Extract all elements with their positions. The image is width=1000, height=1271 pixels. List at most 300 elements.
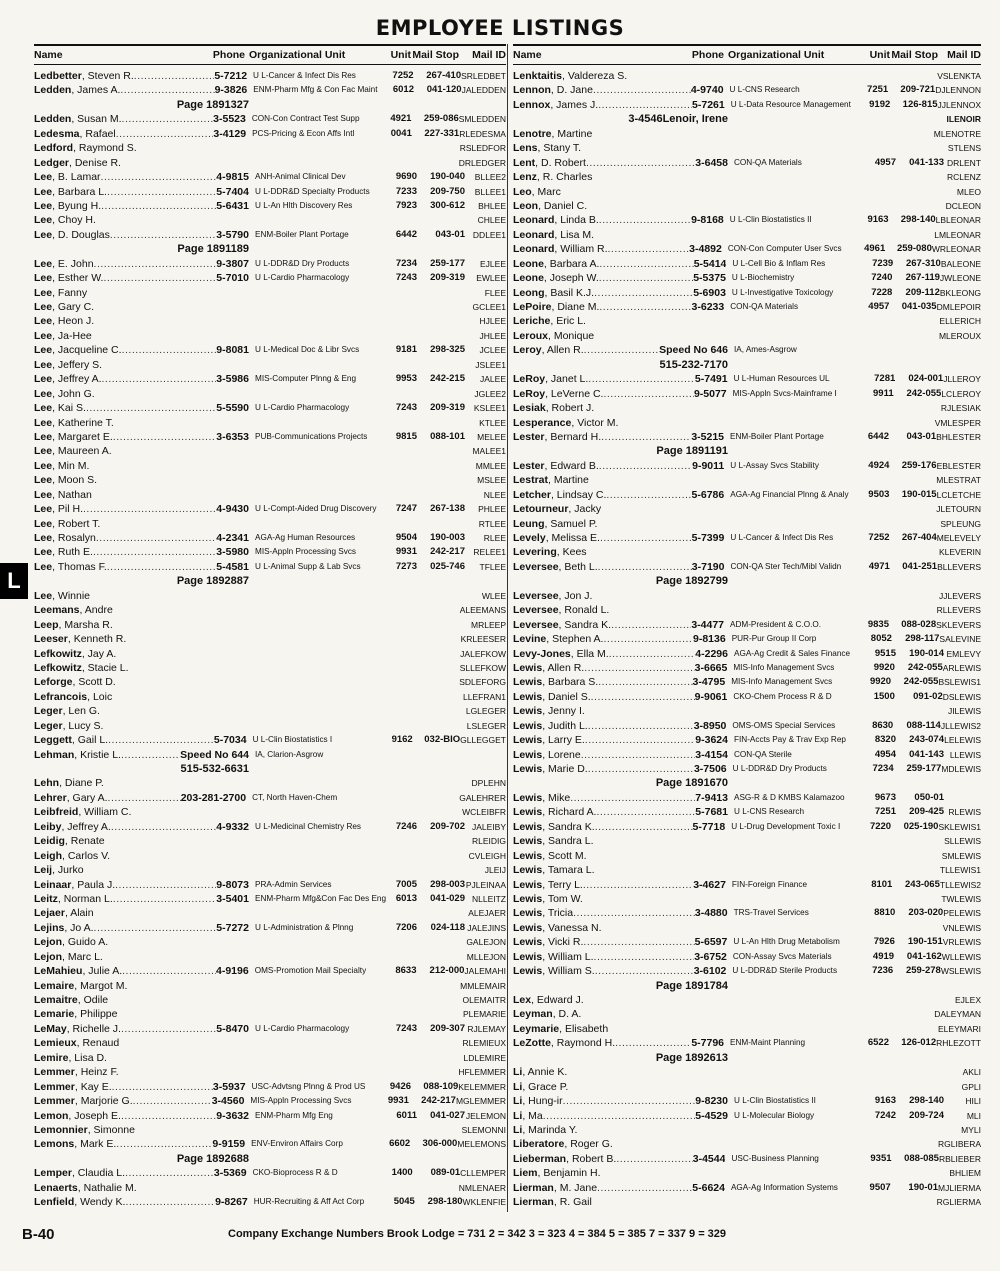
first-name: , Gary C. <box>52 301 95 313</box>
org-unit: IA, Ames-Asgrow <box>734 345 797 355</box>
name-cell <box>513 950 727 964</box>
last-name: Lejaer <box>34 907 65 920</box>
mail-id: JLETOURN <box>936 504 981 515</box>
leader-dots <box>110 228 216 242</box>
last-name: Lejon <box>34 936 62 949</box>
mail-stop: 209-750 <box>430 185 465 197</box>
mail-id: JWLEONE <box>939 273 981 284</box>
mail-stop <box>412 661 459 675</box>
last-name: Lemaire <box>34 979 75 992</box>
phone: 9-9011 <box>692 459 725 472</box>
mail-stop <box>417 748 465 762</box>
unit-number <box>387 704 417 718</box>
listing-row <box>34 444 506 458</box>
mail-id: SKLEWIS1 <box>938 821 981 832</box>
listing-row <box>513 329 981 343</box>
mail-stop <box>413 632 461 646</box>
mail-stop <box>417 358 465 372</box>
first-name: , D. A. <box>552 1008 582 1021</box>
first-name: , Ja-Hee <box>52 329 92 342</box>
last-name: Li <box>513 1095 523 1108</box>
first-name: , Jacqueline C. <box>52 344 122 357</box>
name-cell <box>513 805 728 819</box>
mail-id: JELEMON <box>465 1110 506 1121</box>
last-name: Lewis <box>513 705 543 718</box>
name-cell <box>34 603 246 617</box>
org-unit: U L-DDR&D Dry Products <box>732 764 827 773</box>
unit-number <box>866 185 896 199</box>
org-unit: U L-Administration & Plnng <box>255 922 354 932</box>
mail-id: DALEYMAN <box>934 1009 981 1020</box>
mail-id: MMLEE <box>475 460 506 471</box>
last-name: Leung <box>513 517 545 530</box>
name-cell <box>513 1065 728 1079</box>
first-name: , Richard A. <box>542 806 597 819</box>
leader-dots <box>608 242 690 256</box>
leader-dots <box>108 791 181 805</box>
listing-row <box>513 647 981 661</box>
last-name: Lenfield <box>34 1196 75 1209</box>
mail-id: OLEMAITR <box>462 995 506 1005</box>
listing-row <box>513 675 981 689</box>
org-unit: U L-Clin Biostatistics II <box>729 215 812 225</box>
listing-row <box>34 993 506 1007</box>
listing-row <box>34 719 506 733</box>
mail-stop: 190-015 <box>901 488 937 500</box>
org-unit: U L-Medical Doc & Libr Svcs <box>255 345 360 355</box>
org-unit <box>249 387 387 401</box>
mail-stop <box>891 1137 938 1151</box>
name-cell <box>34 863 249 877</box>
mail-stop <box>417 387 465 401</box>
first-name: , Barbara L. <box>52 185 107 198</box>
last-name: Lewis <box>513 849 543 862</box>
phone: 4-9196 <box>216 965 249 978</box>
last-name: Lewis <box>513 864 543 877</box>
first-name: , Jacky <box>568 503 602 516</box>
org-unit <box>249 300 387 314</box>
name-cell <box>513 1080 728 1094</box>
first-name: , Odile <box>77 994 109 1006</box>
phone: 9-9159 <box>212 1138 246 1151</box>
mail-id: BLLEE2 <box>474 172 506 183</box>
leader-dots <box>122 964 216 978</box>
name-cell <box>513 820 725 834</box>
mail-stop: 041-029 <box>430 892 465 904</box>
listing-row <box>34 1137 506 1151</box>
org-unit: AGA-Ag Human Resources <box>255 533 356 542</box>
mail-stop: 025-190 <box>903 820 939 832</box>
mail-stop <box>887 228 934 242</box>
unit-number: 7251 <box>874 806 896 818</box>
mail-id: TLLEWIS2 <box>939 879 981 890</box>
last-name: Lee <box>34 459 53 472</box>
org-unit: U L-Biochemistry <box>731 273 795 283</box>
name-cell <box>34 661 246 675</box>
leader-dots <box>570 791 695 805</box>
last-name: Lemper <box>34 1167 72 1180</box>
mail-id: KTLEE <box>479 417 506 428</box>
mail-stop: 267-310 <box>905 257 941 269</box>
listing-row <box>34 805 506 819</box>
phone: 4-9332 <box>216 820 249 833</box>
mail-stop <box>417 517 465 531</box>
last-name: Lenz <box>513 171 537 184</box>
mail-id: PJLEINAA <box>465 879 506 890</box>
mail-stop: 267-410 <box>426 70 462 81</box>
listing-row <box>34 849 506 863</box>
first-name: , Marsha R. <box>58 618 113 631</box>
last-name: Lemmer <box>34 1066 75 1079</box>
last-name: Lee <box>34 589 53 602</box>
listing-row <box>34 690 506 704</box>
unit-number <box>864 892 894 906</box>
first-name: , Tom W. <box>542 892 583 905</box>
phone: 3-4560 <box>211 1095 245 1108</box>
name-cell <box>34 733 247 747</box>
listing-row <box>34 488 506 502</box>
unit-number: 7242 <box>874 1109 896 1121</box>
mail-id: BALEONE <box>940 258 981 269</box>
mail-stop: 259-086 <box>423 113 459 125</box>
last-name: Lemire <box>34 1051 69 1064</box>
org-unit <box>249 444 387 458</box>
listing-row <box>513 343 981 357</box>
listing-row <box>513 719 981 733</box>
name-cell <box>34 1109 249 1123</box>
mail-id: LELEWIS <box>944 735 981 746</box>
last-name: LePoire <box>513 301 552 313</box>
phone: 203-281-2700 <box>180 791 247 804</box>
mail-stop <box>413 647 460 661</box>
org-unit: USC-Business Planning <box>731 1153 819 1163</box>
first-name: , Esther W. <box>52 272 104 285</box>
mail-stop: 259-176 <box>901 459 937 471</box>
listing-row <box>34 791 506 805</box>
mail-id: GLLEGGET <box>460 735 506 746</box>
leader-dots <box>102 372 217 386</box>
listing-row <box>34 185 506 199</box>
listing-row <box>34 733 506 747</box>
mail-id: KRLEESER <box>460 634 506 645</box>
name-cell <box>34 935 249 949</box>
leader-dots <box>588 719 694 733</box>
first-name: , Andre <box>79 604 113 617</box>
first-name: , Fanny <box>52 286 88 299</box>
page-reference: Page 1892613 <box>655 1051 728 1064</box>
phone: 9-8073 <box>216 878 249 891</box>
last-name: Lester <box>513 459 545 472</box>
unit-number: 7005 <box>395 878 417 890</box>
first-name: , Alain <box>64 907 94 920</box>
name-cell <box>34 748 249 762</box>
unit-number: 7273 <box>395 560 417 572</box>
last-name: Letcher <box>513 488 551 501</box>
name-cell <box>34 993 248 1007</box>
listing-row <box>513 228 981 242</box>
mail-id: BHLESTER <box>936 431 981 442</box>
name-cell <box>34 372 249 386</box>
name-cell <box>34 1137 245 1151</box>
unit-number: 9911 <box>873 387 894 399</box>
listing-row <box>34 286 506 300</box>
mail-id: CHLEE <box>477 215 506 226</box>
first-name: , Kees <box>556 546 587 559</box>
last-name: Letourneur <box>513 503 569 516</box>
mail-stop: 227-331 <box>424 127 460 139</box>
leader-dots <box>115 878 216 892</box>
name-cell <box>34 444 249 458</box>
first-name: , Basil K.J. <box>544 286 595 299</box>
mail-stop <box>890 69 937 83</box>
first-name: , B. Lamar <box>52 171 101 184</box>
leader-dots <box>593 83 691 97</box>
org-unit: MIS-Appln Svcs-Mainframe I <box>732 388 837 398</box>
header-phone: Phone <box>691 49 724 61</box>
listing-row <box>34 156 506 170</box>
org-unit: U L-Cardio Pharmacology <box>255 403 350 413</box>
org-unit <box>728 704 866 718</box>
listing-row <box>513 242 981 256</box>
unit-number <box>387 416 417 430</box>
org-unit <box>726 314 863 328</box>
org-unit <box>247 1123 384 1137</box>
unit-number <box>866 1166 896 1180</box>
org-unit <box>246 1181 382 1195</box>
name-cell <box>34 387 249 401</box>
first-name: , Beth L. <box>558 560 598 573</box>
org-unit: U L-Animal Supp & Lab Svcs <box>255 561 361 571</box>
unit-number <box>866 993 896 1007</box>
last-name: Lewis <box>513 748 543 761</box>
mail-stop: 088-114 <box>906 719 941 731</box>
name-cell <box>513 1181 725 1195</box>
name-cell <box>513 647 728 661</box>
unit-number: 9920 <box>873 661 895 673</box>
last-name: Leemans <box>34 604 80 617</box>
org-unit: AGA-Ag Information Systems <box>730 1182 838 1192</box>
listing-row <box>34 517 506 531</box>
last-name: LeRoy <box>513 387 546 400</box>
mail-id: MLI <box>966 1110 981 1121</box>
first-name: , Thomas F. <box>52 560 107 573</box>
org-unit: PUR-Pur Group II Corp <box>731 634 817 644</box>
phone: 3-4477 <box>691 618 725 631</box>
last-name: Leone <box>513 272 544 285</box>
mail-id: SLLEWIS <box>944 836 981 847</box>
org-unit: U L-Data Resource Management <box>730 99 851 109</box>
leader-dots <box>588 372 695 386</box>
mail-stop <box>896 704 944 718</box>
mail-id: SDLEFORG <box>459 677 506 688</box>
last-name: Leibfreid <box>34 806 79 819</box>
org-unit <box>728 1123 866 1137</box>
listing-row <box>34 964 506 978</box>
phone: 5-7399 <box>691 532 725 544</box>
name-cell <box>34 1065 246 1079</box>
leader-dots <box>584 661 694 675</box>
mail-id: RLLEVERS <box>936 605 981 616</box>
last-name: Lemon <box>34 1109 69 1122</box>
listing-row <box>513 690 981 704</box>
org-unit <box>247 647 384 661</box>
last-name: Lierman <box>513 1181 554 1194</box>
last-name: Ledger <box>34 156 70 169</box>
org-unit <box>246 1065 382 1079</box>
unit-number <box>861 1137 891 1151</box>
leader-dots <box>584 343 660 357</box>
org-unit <box>728 834 866 848</box>
mail-stop <box>889 473 936 487</box>
first-name: , Wendy K. <box>74 1196 126 1209</box>
last-name: Leger <box>34 719 63 732</box>
org-unit: U L-Cancer & Infect Dis Res <box>253 71 356 80</box>
mail-id: DMLEPOIR <box>936 302 981 312</box>
mail-stop: 041-133 <box>909 156 944 168</box>
header-name: Name <box>513 49 542 61</box>
listing-row <box>513 878 981 892</box>
mail-id: LBLEONAR <box>935 215 981 226</box>
leader-dots <box>120 83 214 97</box>
mail-id: NMLENAER <box>458 1182 506 1193</box>
name-cell <box>513 387 727 401</box>
listing-row <box>513 531 981 545</box>
org-unit: ENM-Pharm Mfg & Con Fac Maint <box>253 85 378 95</box>
listing-row <box>513 141 981 155</box>
last-name: LeRoy <box>513 373 546 386</box>
mail-stop <box>411 1181 458 1195</box>
first-name: , Jenny I. <box>542 705 585 718</box>
mail-id: VSLENKTA <box>937 71 981 81</box>
listing-row <box>34 1051 506 1065</box>
name-cell <box>34 1166 247 1180</box>
name-cell <box>34 632 247 646</box>
org-unit: U L-An Hlth Discovery Res <box>255 200 353 210</box>
mail-id: DSLEWIS <box>942 691 981 702</box>
name-cell <box>513 1022 725 1036</box>
listing-row <box>34 127 506 141</box>
org-unit: ADM-President & C.O.O. <box>730 619 822 629</box>
unit-number <box>385 993 415 1007</box>
listing-row <box>34 257 506 271</box>
unit-number: 9507 <box>869 1181 891 1193</box>
listing-row <box>513 863 981 877</box>
mail-stop: 089-01 <box>430 1167 461 1179</box>
org-unit: U L-Compt-Aided Drug Discovery <box>255 504 377 514</box>
unit-number: 7247 <box>395 503 417 515</box>
leader-dots <box>122 112 214 126</box>
org-unit <box>249 459 387 473</box>
last-name: Lee <box>34 272 53 285</box>
first-name: , Daniel S. <box>542 690 591 703</box>
last-name: Liem <box>513 1167 538 1180</box>
leader-dots <box>121 1109 216 1123</box>
listing-row <box>34 618 506 632</box>
org-unit <box>249 719 387 733</box>
org-unit: AGA-Ag Credit & Sales Finance <box>734 648 851 658</box>
listing-row <box>513 1080 981 1094</box>
mail-stop <box>892 589 939 603</box>
listing-row <box>34 878 506 892</box>
last-name: Leon <box>513 199 539 212</box>
listing-row <box>34 935 506 949</box>
name-cell <box>34 358 249 372</box>
leader-dots <box>543 1109 696 1123</box>
first-name: , D. Jane <box>550 84 593 97</box>
name-cell <box>34 141 246 155</box>
mail-id: BHLIEM <box>949 1168 981 1179</box>
mail-id: FLEE <box>484 287 506 298</box>
mail-id: LCLETCHE <box>936 489 981 500</box>
org-unit: PCS-Pricing & Econ Affs Intl <box>252 128 355 138</box>
last-name: Lewis <box>513 965 543 978</box>
first-name: , Diane M. <box>551 301 600 313</box>
first-name: , Robert J. <box>545 402 595 415</box>
first-name: , Jeffrey A. <box>52 373 102 386</box>
leader-dots <box>133 1094 212 1108</box>
mail-id: SALEVINE <box>939 634 981 645</box>
listing-row <box>34 892 506 906</box>
leader-dots <box>596 805 695 819</box>
name-cell <box>34 1080 246 1094</box>
unit-number <box>383 141 413 155</box>
mail-stop <box>892 863 940 877</box>
unit-number <box>386 1051 416 1065</box>
org-unit: MIS-Appln Processing Svcs <box>255 547 357 557</box>
listing-row <box>34 776 506 790</box>
phone: 3-8950 <box>693 719 727 732</box>
mail-id: KSLEE1 <box>473 403 506 414</box>
listing-row <box>513 430 981 444</box>
unit-number <box>862 589 892 603</box>
leader-dots <box>599 459 692 473</box>
last-name: Lenktaitis <box>513 70 563 82</box>
name-cell <box>34 805 248 819</box>
unit-number: 9931 <box>395 546 417 558</box>
unit-number <box>387 358 417 372</box>
listing-row <box>513 632 981 646</box>
last-name: Lemarie <box>34 1008 75 1021</box>
unit-number: 9426 <box>389 1080 412 1092</box>
leader-dots <box>583 935 694 949</box>
name-cell <box>513 1166 728 1180</box>
org-unit <box>249 834 387 848</box>
listing-row <box>513 286 981 300</box>
mail-id: EWLEE <box>476 273 506 284</box>
first-name: , John G. <box>52 387 95 400</box>
unit-number: 9815 <box>395 430 417 442</box>
last-name: Ledden <box>34 113 72 126</box>
page-reference: Page 1892799 <box>655 575 728 588</box>
mail-id: VNLEWIS <box>942 922 981 933</box>
first-name: , Rafael <box>79 127 116 140</box>
org-unit: HUR-Recruiting & Aff Act Corp <box>253 1197 365 1207</box>
mail-stop <box>888 416 935 430</box>
mail-stop: 209-319 <box>430 402 465 414</box>
last-name: Lewis <box>513 791 543 804</box>
first-name: , Lindsay C. <box>550 488 607 501</box>
mail-stop: 190-003 <box>430 532 465 543</box>
listing-row <box>34 1080 506 1094</box>
listing-row <box>513 805 981 819</box>
org-unit <box>248 1007 385 1021</box>
last-name: Leigh <box>34 849 62 862</box>
column-header <box>34 44 506 65</box>
leader-dots <box>108 733 214 747</box>
first-name: , William R. <box>554 243 608 256</box>
mail-stop: 190-01 <box>908 1181 939 1193</box>
page-reference-row <box>513 574 981 588</box>
